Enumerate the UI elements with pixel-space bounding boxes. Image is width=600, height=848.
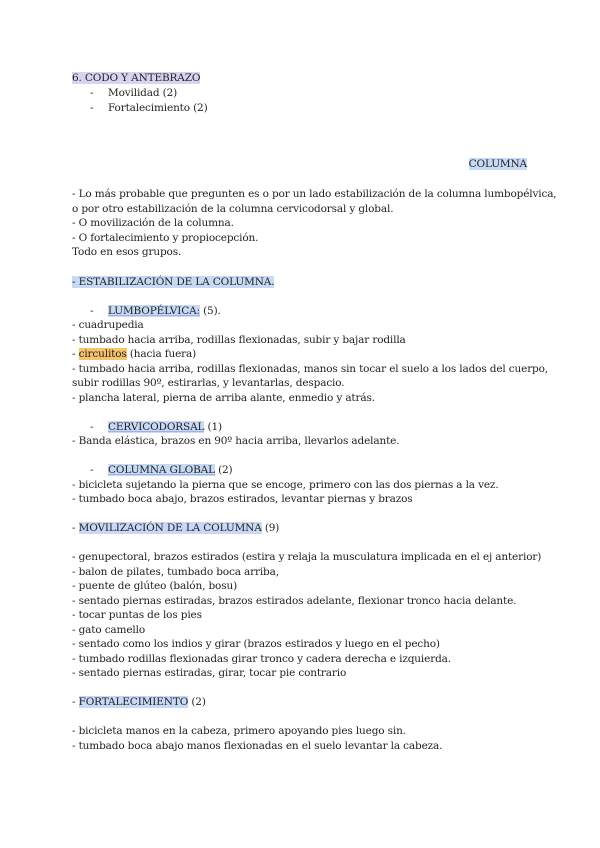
intro-line: Todo en esos grupos. [72, 246, 182, 258]
exercise-line: - tumbado boca abajo, brazos estirados, levantar piernas y brazos [72, 493, 413, 505]
intro-line: - O fortalecimiento y propiocepción. [72, 232, 259, 244]
bullet: - [90, 305, 94, 317]
exercise-line: - gato camello [72, 624, 145, 636]
exercise-line: - tumbado rodillas flexionadas girar tronco y cadera derecha e izquierda. [72, 653, 451, 665]
lumbopelvica-heading [90, 304, 221, 319]
exercise-line: subir rodillas 90º, estirarlas, y levantarlas, despacio. [72, 377, 345, 389]
exercise-line-circulitos [72, 347, 196, 362]
columna-global-heading [90, 463, 233, 478]
estabilizacion-title-text: - ESTABILIZACIÓN DE LA COLUMNA. [72, 276, 275, 288]
lumbopelvica-count: (5). [199, 305, 221, 317]
exercise-line: - plancha lateral, pierna de arriba alante, enmedio y atrás. [72, 392, 375, 404]
movilizacion-count: (9) [261, 522, 280, 534]
exercise-line: - sentado como los indios y girar (brazos estirados y luego en el pecho) [72, 638, 440, 650]
cervicodorsal-heading [90, 420, 222, 435]
exercise-line: - sentado piernas estiradas, girar, tocar pie contrario [72, 667, 347, 679]
exercise-line: - tumbado boca abajo manos flexionadas en el suelo levantar la cabeza. [72, 740, 443, 752]
section-codo-title-text: 6. CODO Y ANTEBRAZO [72, 72, 201, 84]
lumbopelvica-label: LUMBOPÉLVICA: [108, 305, 200, 317]
exercise-line: - Banda elástica, brazos en 90º hacia arriba, llevarlos adelante. [72, 435, 400, 447]
bullet: - [90, 421, 94, 433]
bullet: - [90, 464, 94, 476]
list-item [90, 86, 178, 101]
estabilizacion-title [72, 275, 274, 290]
movilizacion-label: MOVILIZACIÓN DE LA COLUMNA [78, 522, 262, 534]
exercise-line: - sentado piernas estiradas, brazos estirados adelante, flexionar tronco hacia delante. [72, 595, 517, 607]
circulitos-suffix: (hacia fuera) [126, 348, 197, 360]
cervicodorsal-count: (1) [204, 421, 222, 433]
section-codo-title [72, 71, 200, 86]
exercise-line: - tumbado hacia arriba, rodillas flexionadas, manos sin tocar el suelo a los lados del cuerpo, [72, 363, 548, 375]
exercise-line: - bicicleta manos en la cabeza, primero apoyando pies luego sin. [72, 725, 406, 737]
columna-heading [469, 157, 527, 172]
exercise-line: - tocar puntas de los pies [72, 609, 202, 621]
exercise-line: - tumbado hacia arriba, rodillas flexionadas, subir y bajar rodilla [72, 334, 406, 346]
fortalecimiento-label: FORTALECIMIENTO [78, 696, 189, 708]
list-item-text: Fortalecimiento (2) [108, 102, 208, 114]
columna-global-label: COLUMNA GLOBAL [108, 464, 215, 476]
movilizacion-prefix: - [72, 522, 79, 534]
movilizacion-heading [72, 521, 279, 536]
intro-line: - Lo más probable que pregunten es o por un lado estabilización de la columna lumbopélvica, [72, 188, 557, 200]
bullet: - [90, 87, 94, 99]
fortalecimiento-count: (2) [188, 696, 206, 708]
fortalecimiento-heading [72, 695, 206, 710]
bullet: - [90, 102, 94, 114]
cervicodorsal-label: CERVICODORSAL [108, 421, 205, 433]
columna-heading-text: COLUMNA [468, 158, 527, 170]
columna-global-count: (2) [214, 464, 233, 476]
list-item [90, 101, 208, 116]
exercise-line: - bicicleta sujetando la pierna que se encoge, primero con las dos piernas a la vez. [72, 479, 499, 491]
exercise-line: - puente de glúteo (balón, bosu) [72, 580, 238, 592]
exercise-line: - cuadrupedia [72, 319, 144, 331]
fortalecimiento-prefix: - [72, 696, 79, 708]
intro-line: - O movilización de la columna. [72, 217, 234, 229]
circulitos-word: circulitos [78, 348, 127, 360]
list-item-text: Movilidad (2) [108, 87, 178, 99]
intro-line: o por otro estabilización de la columna cervicodorsal y global. [72, 203, 394, 215]
exercise-line: - genupectoral, brazos estirados (estira y relaja la musculatura implicada en el ej anterior) [72, 551, 542, 563]
circulitos-prefix: - [72, 348, 79, 360]
exercise-line: - balon de pilates, tumbado boca arriba, [72, 566, 279, 578]
